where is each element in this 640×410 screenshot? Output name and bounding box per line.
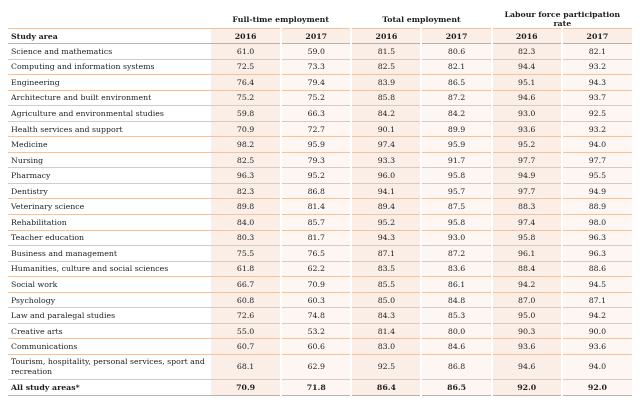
value-cell: 90.1 — [351, 121, 421, 137]
study-area-cell: Nursing — [8, 152, 211, 168]
study-area-cell: Teacher education — [8, 230, 211, 246]
study-area-cell: Social work — [8, 277, 211, 293]
table-row — [8, 215, 632, 231]
value-cell: 89.9 — [421, 121, 491, 137]
value-cell: 94.3 — [562, 75, 632, 91]
study-area-cell: Computing and information systems — [8, 59, 211, 75]
value-cell: 88.4 — [492, 261, 562, 277]
value-cell: 94.2 — [492, 277, 562, 293]
table-row — [8, 199, 632, 215]
value-cell: 95.8 — [492, 230, 562, 246]
value-cell: 81.5 — [351, 44, 421, 60]
value-cell: 90.0 — [562, 323, 632, 339]
value-cell: 84.3 — [351, 308, 421, 324]
value-cell: 95.0 — [492, 308, 562, 324]
table-row — [8, 246, 632, 262]
value-cell: 86.5 — [421, 75, 491, 91]
study-area-header: Study area — [8, 29, 211, 44]
value-cell: 80.0 — [421, 323, 491, 339]
value-cell: 93.2 — [562, 59, 632, 75]
table-row — [8, 292, 632, 308]
value-cell: 97.7 — [492, 183, 562, 199]
value-cell: 70.9 — [211, 121, 281, 137]
value-cell: 94.9 — [492, 168, 562, 184]
value-cell: 72.5 — [211, 59, 281, 75]
value-cell: 60.7 — [211, 339, 281, 355]
value-cell: 94.9 — [562, 183, 632, 199]
value-cell: 82.5 — [351, 59, 421, 75]
study-area-cell: Pharmacy — [8, 168, 211, 184]
value-cell: 62.2 — [281, 261, 351, 277]
table-row — [8, 137, 632, 153]
value-cell: 81.4 — [351, 323, 421, 339]
table-row — [8, 121, 632, 137]
value-cell: 95.2 — [351, 215, 421, 231]
value-cell: 93.0 — [421, 230, 491, 246]
value-cell: 94.3 — [351, 230, 421, 246]
value-cell: 60.3 — [281, 292, 351, 308]
table-row — [8, 168, 632, 184]
value-cell: 83.6 — [421, 261, 491, 277]
table-row — [8, 354, 632, 379]
study-area-cell: Engineering — [8, 75, 211, 91]
value-cell: 84.6 — [421, 339, 491, 355]
study-area-cell: Architecture and built environment — [8, 90, 211, 106]
value-cell: 62.9 — [281, 354, 351, 379]
table-row — [8, 277, 632, 293]
value-cell: 85.5 — [351, 277, 421, 293]
value-cell: 88.9 — [562, 199, 632, 215]
value-cell: 75.2 — [211, 90, 281, 106]
value-cell: 72.7 — [281, 121, 351, 137]
value-cell: 96.1 — [492, 246, 562, 262]
year-header: 2017 — [421, 29, 491, 44]
value-cell: 93.6 — [492, 121, 562, 137]
value-cell: 95.2 — [281, 168, 351, 184]
table-row — [8, 308, 632, 324]
value-cell: 94.0 — [562, 137, 632, 153]
value-cell: 71.8 — [281, 379, 351, 395]
value-cell: 83.0 — [351, 339, 421, 355]
value-cell: 93.3 — [351, 152, 421, 168]
value-cell: 96.3 — [211, 168, 281, 184]
value-cell: 82.1 — [421, 59, 491, 75]
value-cell: 93.6 — [562, 339, 632, 355]
value-cell: 95.1 — [492, 75, 562, 91]
value-cell: 92.0 — [562, 379, 632, 395]
value-cell: 92.5 — [351, 354, 421, 379]
value-cell: 90.3 — [492, 323, 562, 339]
value-cell: 84.8 — [421, 292, 491, 308]
table-row — [8, 59, 632, 75]
value-cell: 86.8 — [421, 354, 491, 379]
year-header: 2017 — [562, 29, 632, 44]
value-cell: 82.3 — [492, 44, 562, 60]
value-cell: 95.5 — [562, 168, 632, 184]
value-cell: 73.3 — [281, 59, 351, 75]
value-cell: 94.2 — [562, 308, 632, 324]
value-cell: 61.8 — [211, 261, 281, 277]
value-cell: 76.4 — [211, 75, 281, 91]
value-cell: 98.0 — [562, 215, 632, 231]
value-cell: 98.2 — [211, 137, 281, 153]
value-cell: 95.8 — [421, 168, 491, 184]
value-cell: 60.6 — [281, 339, 351, 355]
value-cell: 84.2 — [421, 106, 491, 122]
column-header-row — [8, 29, 632, 44]
value-cell: 79.4 — [281, 75, 351, 91]
total-row — [8, 379, 632, 395]
value-cell: 96.0 — [351, 168, 421, 184]
table-row — [8, 230, 632, 246]
value-cell: 87.1 — [562, 292, 632, 308]
table-row — [8, 183, 632, 199]
value-cell: 94.6 — [492, 90, 562, 106]
value-cell: 84.0 — [211, 215, 281, 231]
value-cell: 97.7 — [562, 152, 632, 168]
value-cell: 68.1 — [211, 354, 281, 379]
table-row — [8, 106, 632, 122]
value-cell: 59.8 — [211, 106, 281, 122]
value-cell: 60.8 — [211, 292, 281, 308]
value-cell: 94.0 — [562, 354, 632, 379]
value-cell: 75.2 — [281, 90, 351, 106]
value-cell: 82.1 — [562, 44, 632, 60]
value-cell: 95.8 — [421, 215, 491, 231]
value-cell: 84.2 — [351, 106, 421, 122]
study-area-cell: All study areas* — [8, 379, 211, 395]
value-cell: 87.2 — [421, 246, 491, 262]
value-cell: 92.0 — [492, 379, 562, 395]
table-body — [8, 44, 632, 396]
value-cell: 55.0 — [211, 323, 281, 339]
study-area-cell: Agriculture and environmental studies — [8, 106, 211, 122]
value-cell: 86.8 — [281, 183, 351, 199]
year-header: 2016 — [492, 29, 562, 44]
value-cell: 88.3 — [492, 199, 562, 215]
value-cell: 81.7 — [281, 230, 351, 246]
value-cell: 59.0 — [281, 44, 351, 60]
value-cell: 95.2 — [492, 137, 562, 153]
value-cell: 53.2 — [281, 323, 351, 339]
value-cell: 89.8 — [211, 199, 281, 215]
value-cell: 93.0 — [492, 106, 562, 122]
table-row — [8, 339, 632, 355]
table-row — [8, 75, 632, 91]
study-area-cell: Rehabilitation — [8, 215, 211, 231]
value-cell: 85.0 — [351, 292, 421, 308]
study-area-cell: Dentistry — [8, 183, 211, 199]
group-header-total: Total employment — [351, 10, 491, 29]
value-cell: 85.7 — [281, 215, 351, 231]
value-cell: 95.7 — [421, 183, 491, 199]
value-cell: 61.0 — [211, 44, 281, 60]
value-cell: 93.7 — [562, 90, 632, 106]
value-cell: 97.4 — [351, 137, 421, 153]
value-cell: 95.9 — [281, 137, 351, 153]
value-cell: 70.9 — [281, 277, 351, 293]
study-area-cell: Business and management — [8, 246, 211, 262]
value-cell: 87.5 — [421, 199, 491, 215]
value-cell: 88.6 — [562, 261, 632, 277]
study-area-cell: Medicine — [8, 137, 211, 153]
value-cell: 86.4 — [351, 379, 421, 395]
employment-table — [8, 10, 632, 396]
study-area-cell: Health services and support — [8, 121, 211, 137]
value-cell: 86.1 — [421, 277, 491, 293]
value-cell: 94.5 — [562, 277, 632, 293]
value-cell: 94.6 — [492, 354, 562, 379]
table-row — [8, 152, 632, 168]
value-cell: 82.3 — [211, 183, 281, 199]
study-area-cell: Veterinary science — [8, 199, 211, 215]
value-cell: 76.5 — [281, 246, 351, 262]
value-cell: 89.4 — [351, 199, 421, 215]
value-cell: 66.3 — [281, 106, 351, 122]
value-cell: 93.6 — [492, 339, 562, 355]
value-cell: 95.9 — [421, 137, 491, 153]
group-header-blank — [8, 10, 211, 29]
study-area-cell: Communications — [8, 339, 211, 355]
value-cell: 92.5 — [562, 106, 632, 122]
group-header-participation: Labour force participation rate — [492, 10, 632, 29]
value-cell: 86.5 — [421, 379, 491, 395]
table-row — [8, 323, 632, 339]
value-cell: 93.2 — [562, 121, 632, 137]
value-cell: 85.3 — [421, 308, 491, 324]
group-header-full-time: Full-time employment — [211, 10, 351, 29]
value-cell: 66.7 — [211, 277, 281, 293]
study-area-cell: Humanities, culture and social sciences — [8, 261, 211, 277]
value-cell: 83.9 — [351, 75, 421, 91]
table-row — [8, 44, 632, 60]
value-cell: 97.4 — [492, 215, 562, 231]
value-cell: 80.3 — [211, 230, 281, 246]
value-cell: 83.5 — [351, 261, 421, 277]
value-cell: 80.6 — [421, 44, 491, 60]
value-cell: 81.4 — [281, 199, 351, 215]
value-cell: 94.1 — [351, 183, 421, 199]
study-area-cell: Science and mathematics — [8, 44, 211, 60]
study-area-cell: Creative arts — [8, 323, 211, 339]
value-cell: 82.5 — [211, 152, 281, 168]
study-area-cell: Psychology — [8, 292, 211, 308]
value-cell: 85.8 — [351, 90, 421, 106]
value-cell: 70.9 — [211, 379, 281, 395]
group-header-row — [8, 10, 632, 29]
value-cell: 75.5 — [211, 246, 281, 262]
value-cell: 96.3 — [562, 246, 632, 262]
year-header: 2016 — [351, 29, 421, 44]
year-header: 2017 — [281, 29, 351, 44]
value-cell: 91.7 — [421, 152, 491, 168]
value-cell: 87.2 — [421, 90, 491, 106]
value-cell: 96.3 — [562, 230, 632, 246]
value-cell: 79.3 — [281, 152, 351, 168]
year-header: 2016 — [211, 29, 281, 44]
study-area-cell: Law and paralegal studies — [8, 308, 211, 324]
table-row — [8, 90, 632, 106]
value-cell: 87.1 — [351, 246, 421, 262]
value-cell: 87.0 — [492, 292, 562, 308]
value-cell: 94.4 — [492, 59, 562, 75]
value-cell: 74.8 — [281, 308, 351, 324]
value-cell: 97.7 — [492, 152, 562, 168]
study-area-cell: Tourism, hospitality, personal services, sport and recreation — [8, 354, 211, 379]
table-row — [8, 261, 632, 277]
value-cell: 72.6 — [211, 308, 281, 324]
